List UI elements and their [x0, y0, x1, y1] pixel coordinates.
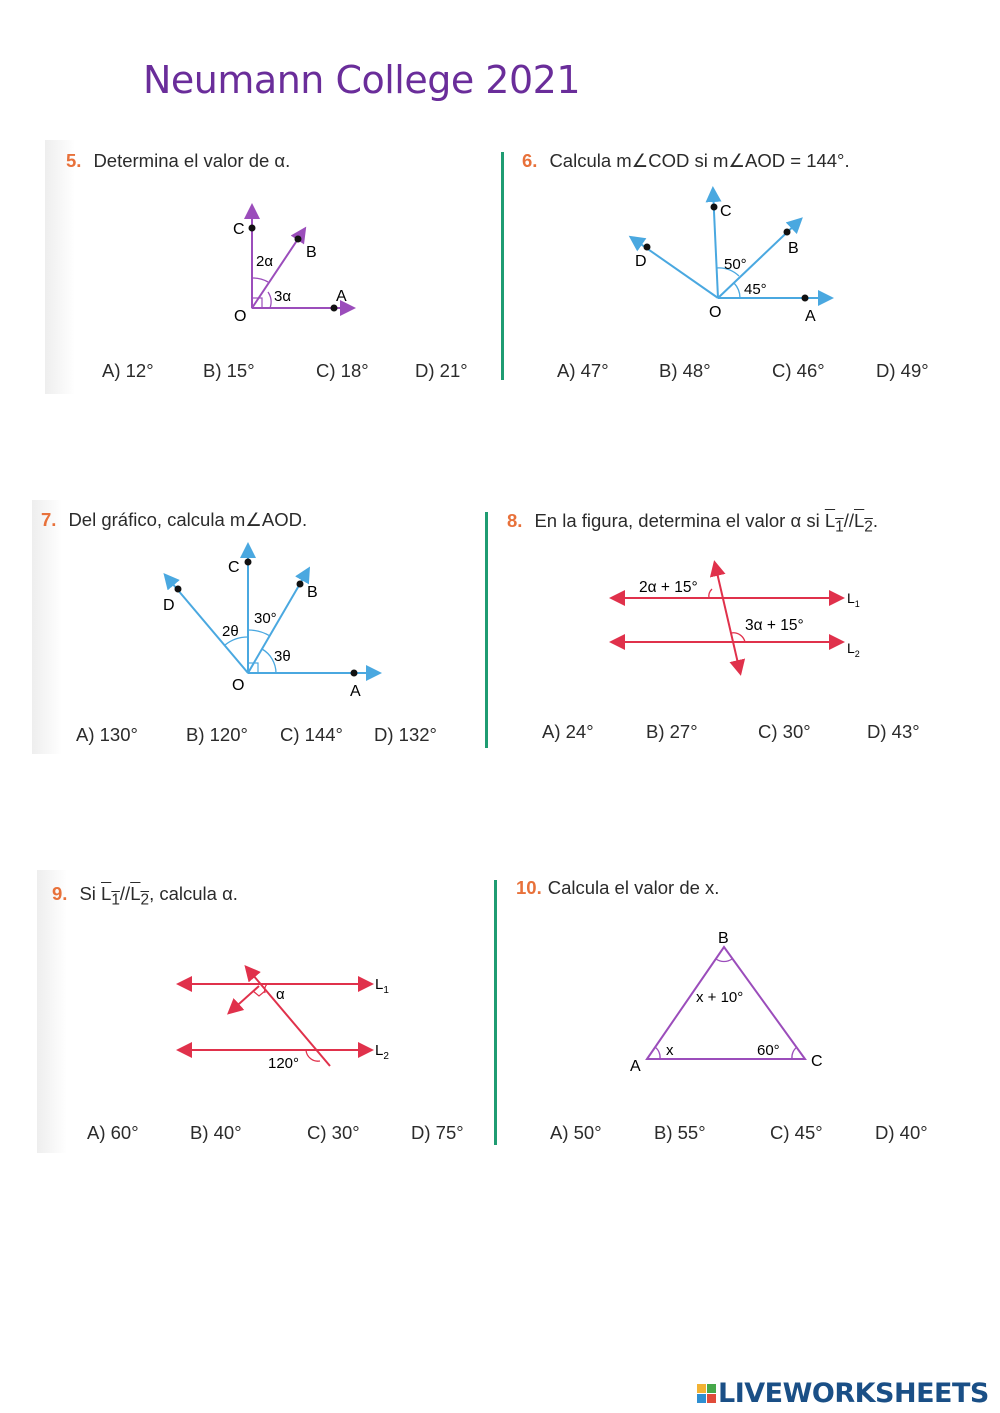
- q10-option-a[interactable]: A) 50°: [550, 1122, 602, 1143]
- line-l2-symbol: $L_2$: [130, 883, 150, 909]
- question-8-figure: [605, 560, 875, 685]
- question-7-figure: [150, 540, 390, 700]
- label-c: C: [233, 221, 245, 238]
- label-2theta: 2θ: [222, 623, 239, 640]
- label-angle-a: x: [666, 1042, 674, 1059]
- label-3alpha: 3α: [274, 288, 292, 305]
- q8-option-b[interactable]: B) 27°: [646, 721, 698, 742]
- point-a: [802, 295, 809, 302]
- label-l2: $L_2$: [375, 1042, 389, 1062]
- angle-arc-30: [248, 630, 270, 636]
- label-2alpha: 2α: [256, 253, 274, 270]
- label-a: A: [805, 308, 816, 325]
- label-a: A: [350, 683, 361, 700]
- q10-option-b[interactable]: B) 55°: [654, 1122, 706, 1143]
- point-c: [245, 559, 252, 566]
- question-6-prompt: [522, 150, 850, 172]
- label-b: B: [788, 240, 799, 257]
- question-9-number: 9.: [52, 883, 68, 904]
- label-alpha: α: [276, 986, 285, 1003]
- angle-arc-3a: [268, 292, 271, 308]
- label-b: B: [307, 584, 318, 601]
- label-d: D: [635, 253, 647, 270]
- point-b: [295, 236, 302, 243]
- label-l2: $L_2$: [847, 640, 860, 659]
- liveworksheets-logo-icon: [697, 1384, 716, 1403]
- q9-option-d[interactable]: D) 75°: [411, 1122, 464, 1143]
- question-7-text: Del gráfico, calcula m∠AOD.: [68, 509, 308, 530]
- page-title: Neumann College 2021: [143, 58, 581, 102]
- question-8-text: En la figura, determina el valor α si: [534, 510, 825, 531]
- label-b: B: [718, 930, 729, 947]
- angle-arc-2a: [252, 278, 268, 282]
- label-o: O: [232, 677, 245, 694]
- q6-option-c[interactable]: C) 46°: [772, 360, 825, 381]
- label-l1: $L_1$: [375, 976, 389, 996]
- transversal: [715, 564, 740, 672]
- angle-arc-top: [709, 589, 712, 598]
- perpendicular-ray: [230, 986, 259, 1012]
- q8-option-c[interactable]: C) 30°: [758, 721, 811, 742]
- label-45: 45°: [744, 281, 767, 298]
- point-d: [175, 586, 182, 593]
- q8-option-a[interactable]: A) 24°: [542, 721, 594, 742]
- label-c: C: [228, 559, 240, 576]
- label-b: B: [306, 244, 317, 261]
- question-6-number: 6.: [522, 150, 538, 171]
- label-120: 120°: [268, 1055, 300, 1072]
- label-3theta: 3θ: [274, 648, 291, 665]
- point-a: [351, 670, 358, 677]
- question-5-prompt: [66, 150, 290, 172]
- divider-q7-q8: [485, 512, 488, 748]
- line-l1-symbol: $L_1$: [824, 510, 844, 536]
- liveworksheets-text: LIVEWORKSHEETS: [718, 1378, 989, 1409]
- point-a: [331, 305, 338, 312]
- question-10-text: Calcula el valor de x.: [547, 877, 720, 898]
- divider-q5-q6: [501, 152, 504, 380]
- liveworksheets-watermark: [697, 1378, 989, 1409]
- q6-option-d[interactable]: D) 49°: [876, 360, 929, 381]
- q7-option-a[interactable]: A) 130°: [76, 724, 138, 745]
- label-top-angle: 2α + 15°: [639, 579, 698, 596]
- q5-option-c[interactable]: C) 18°: [316, 360, 369, 381]
- q7-option-d[interactable]: D) 132°: [374, 724, 437, 745]
- label-50: 50°: [724, 256, 747, 273]
- question-8-prompt: 8. En la figura, determina el valor α si $L_1//L_2$.: [507, 510, 878, 536]
- question-6-figure: [620, 180, 850, 330]
- point-b: [297, 581, 304, 588]
- question-5-text: Determina el valor de α.: [93, 150, 291, 171]
- label-d: D: [163, 597, 175, 614]
- angle-arc-c: [792, 1047, 797, 1059]
- q6-option-b[interactable]: B) 48°: [659, 360, 711, 381]
- label-bottom-angle: 3α + 15°: [745, 617, 804, 634]
- q9-option-b[interactable]: B) 40°: [190, 1122, 242, 1143]
- q8-option-d[interactable]: D) 43°: [867, 721, 920, 742]
- label-o: O: [709, 304, 722, 321]
- question-9-prompt: 9. Si $L_1//L_2$, calcula α.: [52, 883, 238, 909]
- question-9-figure: [172, 960, 407, 1075]
- label-angle-c: 60°: [757, 1042, 780, 1059]
- question-10-number: 10.: [516, 877, 542, 898]
- q9-option-a[interactable]: A) 60°: [87, 1122, 139, 1143]
- q9-option-c[interactable]: C) 30°: [307, 1122, 360, 1143]
- q5-option-b[interactable]: B) 15°: [203, 360, 255, 381]
- divider-q9-q10: [494, 880, 497, 1145]
- angle-arc-a: [655, 1047, 660, 1059]
- line-l2-symbol: $L_2$: [853, 510, 873, 536]
- question-8-number: 8.: [507, 510, 523, 531]
- question-7-prompt: [41, 509, 307, 531]
- label-30: 30°: [254, 610, 277, 627]
- point-c: [249, 225, 256, 232]
- right-angle-mark: [253, 991, 265, 996]
- q5-option-d[interactable]: D) 21°: [415, 360, 468, 381]
- label-l1: $L_1$: [847, 590, 860, 609]
- point-d: [644, 244, 651, 251]
- label-angle-b: x + 10°: [696, 989, 744, 1006]
- label-c: C: [811, 1053, 823, 1070]
- angle-arc-45: [734, 283, 740, 298]
- transversal: [247, 968, 330, 1066]
- line-l1-symbol: $L_1$: [101, 883, 120, 909]
- point-c: [711, 204, 718, 211]
- angle-arc-b: [716, 959, 732, 962]
- q7-option-c[interactable]: C) 144°: [280, 724, 343, 745]
- q6-option-a[interactable]: A) 47°: [557, 360, 609, 381]
- question-6-text: Calcula m∠COD si m∠AOD = 144°.: [549, 150, 850, 171]
- question-9-text: Si: [79, 883, 102, 904]
- question-5-figure: [220, 195, 370, 330]
- q5-option-a[interactable]: A) 12°: [102, 360, 154, 381]
- question-10-figure: [620, 925, 835, 1075]
- q10-option-c[interactable]: C) 45°: [770, 1122, 823, 1143]
- label-c: C: [720, 203, 732, 220]
- question-10-prompt: [516, 877, 719, 899]
- label-o: O: [234, 308, 247, 325]
- q7-option-b[interactable]: B) 120°: [186, 724, 248, 745]
- q10-option-d[interactable]: D) 40°: [875, 1122, 928, 1143]
- point-b: [784, 229, 791, 236]
- question-5-number: 5.: [66, 150, 82, 171]
- label-a: A: [336, 288, 347, 305]
- question-7-number: 7.: [41, 509, 57, 530]
- label-a: A: [630, 1058, 641, 1075]
